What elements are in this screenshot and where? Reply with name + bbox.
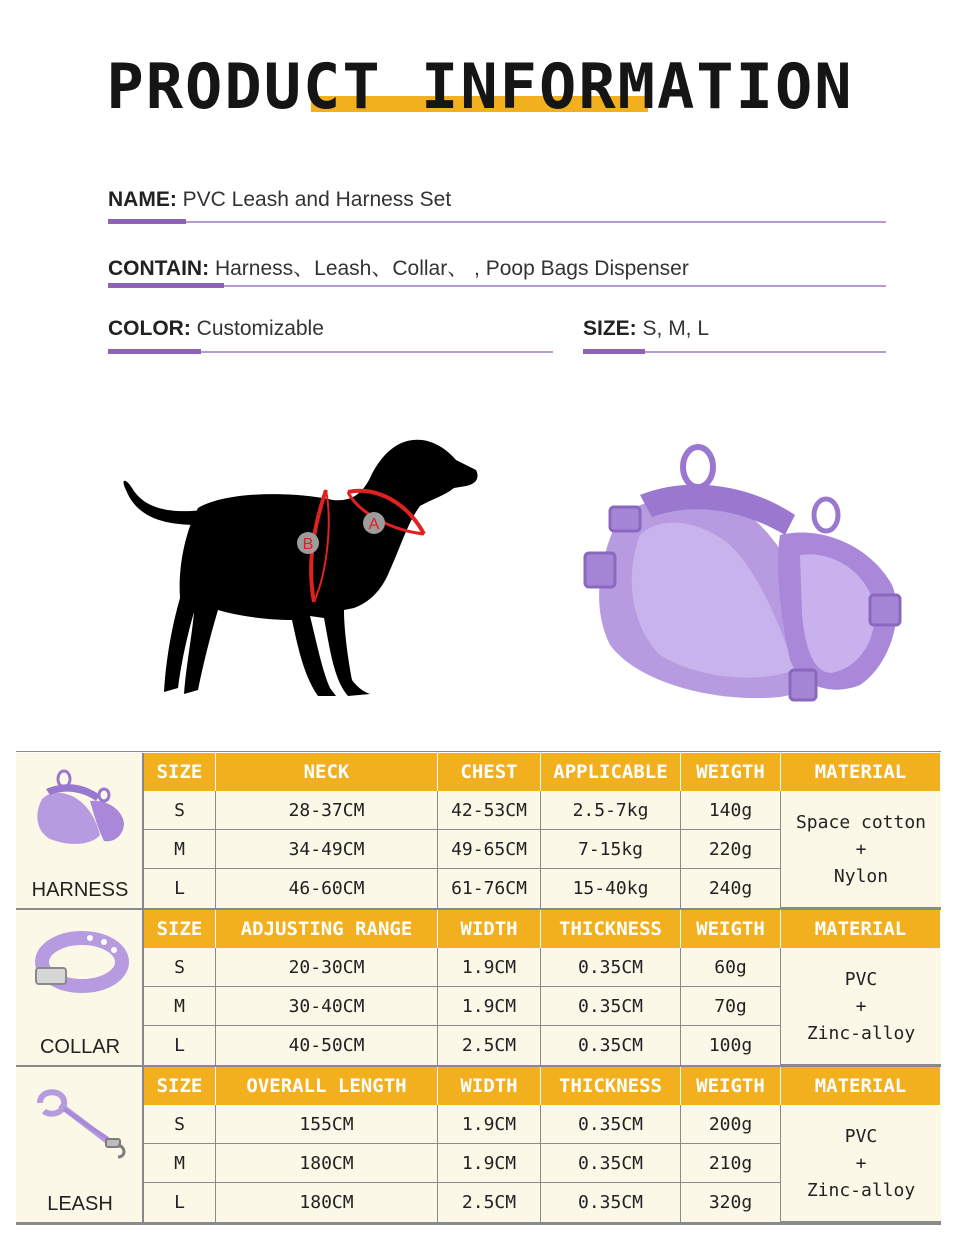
- table-cell: L: [144, 1026, 216, 1066]
- table-cell: 210g: [681, 1144, 781, 1183]
- row-label-collar: [16, 910, 144, 1065]
- table-cell: 30-40CM: [216, 987, 438, 1026]
- column-header: OVERALL LENGTH: [216, 1067, 438, 1105]
- table-cell: M: [144, 1144, 216, 1183]
- table-cell: 140g: [681, 791, 781, 830]
- info-contain-value: Harness、Leash、Collar、 , Poop Bags Dispenser: [214, 257, 689, 280]
- table-cell: 180CM: [216, 1144, 438, 1183]
- material-line: PVC: [844, 968, 878, 990]
- table-cell: 1.9CM: [438, 987, 541, 1026]
- info-size-accent: [583, 349, 645, 354]
- table-collar: [16, 910, 941, 1065]
- material-line: +: [855, 838, 867, 860]
- info-color-key: COLOR:: [108, 317, 191, 340]
- row-label-harness: [16, 753, 144, 908]
- material-line: Zinc-alloy: [806, 1179, 916, 1201]
- material-line: PVC: [844, 1125, 878, 1147]
- table-cell: 2.5CM: [438, 1183, 541, 1223]
- table-cell: 61-76CM: [438, 869, 541, 909]
- table-cell: 40-50CM: [216, 1026, 438, 1066]
- table-grid: [144, 753, 941, 908]
- marker-b-label: B: [302, 536, 314, 553]
- material-line: +: [855, 995, 867, 1017]
- leash-icon: [30, 1083, 130, 1163]
- table-cell: 46-60CM: [216, 869, 438, 909]
- info-color: [108, 317, 324, 341]
- row-label-text: LEASH: [47, 1193, 113, 1215]
- table-harness: [16, 753, 941, 908]
- page-title: PRODUCT INFORMATION: [106, 50, 854, 123]
- table-cell: M: [144, 987, 216, 1026]
- harness-icon: [30, 769, 130, 849]
- column-header: WEIGTH: [681, 910, 781, 948]
- table-cell: 70g: [681, 987, 781, 1026]
- table-grid: [144, 1067, 941, 1222]
- material-line: +: [855, 1152, 867, 1174]
- table-cell: 15-40kg: [541, 869, 681, 909]
- material-line: Space cotton: [795, 811, 927, 833]
- column-header: APPLICABLE: [541, 753, 681, 791]
- table-cell: 28-37CM: [216, 791, 438, 830]
- table-cell: 1.9CM: [438, 948, 541, 987]
- row-label-leash: [16, 1067, 144, 1222]
- column-header: ADJUSTING RANGE: [216, 910, 438, 948]
- harness-image: [580, 435, 910, 710]
- dog-silhouette-icon: [108, 430, 488, 705]
- table-cell: S: [144, 791, 216, 830]
- column-header: WIDTH: [438, 1067, 541, 1105]
- collar-icon: [30, 926, 130, 1006]
- material-line: Zinc-alloy: [806, 1022, 916, 1044]
- table-cell: 0.35CM: [541, 948, 681, 987]
- table-cell: S: [144, 1105, 216, 1144]
- info-contain: [108, 252, 689, 282]
- table-cell: 1.9CM: [438, 1105, 541, 1144]
- info-size-value: S, M, L: [642, 317, 710, 340]
- table-cell: 1.9CM: [438, 1144, 541, 1183]
- table-cell: 49-65CM: [438, 830, 541, 869]
- column-header: MATERIAL: [781, 1067, 941, 1105]
- info-contain-underline: [108, 285, 886, 287]
- table-cell: 34-49CM: [216, 830, 438, 869]
- column-header: WIDTH: [438, 910, 541, 948]
- title-area: [0, 48, 960, 128]
- info-name-accent: [108, 219, 186, 224]
- table-cell: L: [144, 869, 216, 909]
- material-cell: [781, 1105, 941, 1222]
- table-cell: 7-15kg: [541, 830, 681, 869]
- info-contain-key: CONTAIN:: [108, 257, 210, 280]
- material-cell: [781, 791, 941, 908]
- column-header: THICKNESS: [541, 910, 681, 948]
- table-leash: [16, 1067, 941, 1222]
- table-cell: 0.35CM: [541, 987, 681, 1026]
- column-header: SIZE: [144, 753, 216, 791]
- table-cell: 2.5CM: [438, 1026, 541, 1066]
- info-name-value: PVC Leash and Harness Set: [182, 188, 452, 211]
- table-cell: 0.35CM: [541, 1144, 681, 1183]
- info-size-key: SIZE:: [583, 317, 637, 340]
- table-cell: 0.35CM: [541, 1026, 681, 1066]
- column-header: CHEST: [438, 753, 541, 791]
- info-name: [108, 188, 451, 212]
- row-label-text: HARNESS: [31, 879, 129, 901]
- table-cell: 2.5-7kg: [541, 791, 681, 830]
- material-cell: [781, 948, 941, 1065]
- material-line: Nylon: [833, 865, 889, 887]
- row-label-text: COLLAR: [39, 1036, 121, 1058]
- marker-a-label: A: [368, 516, 380, 533]
- table-cell: 320g: [681, 1183, 781, 1223]
- info-name-underline: [108, 221, 886, 223]
- table-cell: L: [144, 1183, 216, 1223]
- table-cell: 220g: [681, 830, 781, 869]
- table-cell: 100g: [681, 1026, 781, 1066]
- table-cell: 0.35CM: [541, 1183, 681, 1223]
- table-cell: 20-30CM: [216, 948, 438, 987]
- table-cell: 60g: [681, 948, 781, 987]
- table-cell: 155CM: [216, 1105, 438, 1144]
- column-header: MATERIAL: [781, 910, 941, 948]
- info-color-value: Customizable: [196, 317, 324, 340]
- info-size: [583, 317, 709, 341]
- column-header: WEIGTH: [681, 1067, 781, 1105]
- column-header: MATERIAL: [781, 753, 941, 791]
- column-header: THICKNESS: [541, 1067, 681, 1105]
- table-cell: 200g: [681, 1105, 781, 1144]
- table-cell: S: [144, 948, 216, 987]
- table-cell: 0.35CM: [541, 1105, 681, 1144]
- column-header: SIZE: [144, 1067, 216, 1105]
- table-top-border: [16, 751, 941, 752]
- column-header: SIZE: [144, 910, 216, 948]
- table-cell: 42-53CM: [438, 791, 541, 830]
- table-grid: [144, 910, 941, 1065]
- table-cell: 240g: [681, 869, 781, 909]
- table-cell: M: [144, 830, 216, 869]
- table-separator: [16, 1222, 941, 1225]
- table-cell: 180CM: [216, 1183, 438, 1223]
- column-header: NECK: [216, 753, 438, 791]
- harness-icon: [585, 447, 900, 700]
- info-name-key: NAME:: [108, 188, 177, 211]
- info-color-accent: [108, 349, 201, 354]
- column-header: WEIGTH: [681, 753, 781, 791]
- info-contain-accent: [108, 283, 224, 288]
